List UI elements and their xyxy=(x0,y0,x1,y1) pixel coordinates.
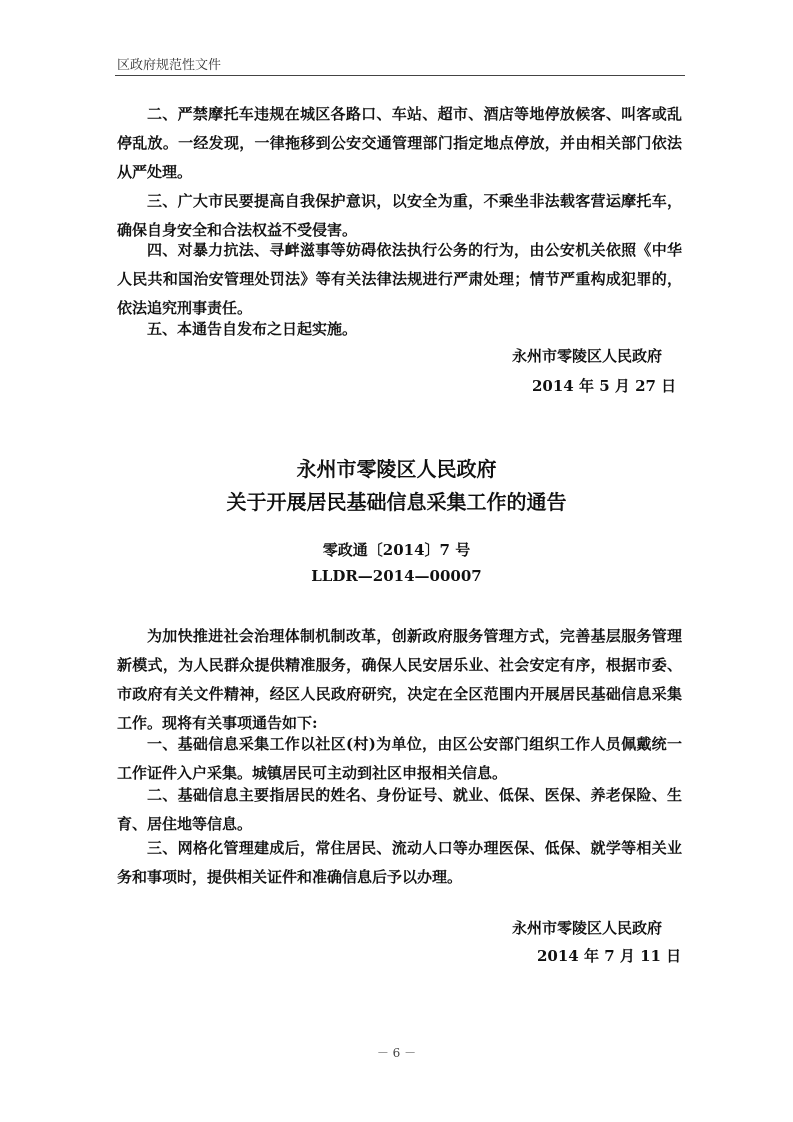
notice-signature: 永州市零陵区人民政府 xyxy=(512,919,663,937)
section1-paragraph-3: 三、广大市民要提高自我保护意识，以安全为重，不乘坐非法载客营运摩托车，确保自身安全和合法权益不受侵害。 xyxy=(117,192,682,239)
page-number: － 6 － xyxy=(376,1046,417,1060)
section1-paragraph-4: 四、对暴力抗法、寻衅滋事等妨碍依法执行公务的行为，由公安机关依照《中华人民共和国治安管理处罚法》等有关法律法规进行严肃处理；情节严重构成犯罪的，依法追究刑事责任。 xyxy=(117,241,682,317)
section1-signature: 永州市零陵区人民政府 xyxy=(512,347,663,365)
page-header xyxy=(115,51,685,76)
section1-date: 2014 年 5 月 27 日 xyxy=(532,377,677,395)
notice-paragraph-intro: 为加快推进社会治理体制机制改革，创新政府服务管理方式，完善基层服务管理新模式，为人民群众提供精准服务，确保人民安居乐业、社会安定有序，根据市委、市政府有关文件精神，经区人民政府研究，决定在全区范围内开展居民基础信息采集工作。现将有关事项通告如下: xyxy=(117,627,682,732)
notice-date: 2014 年 7 月 11 日 xyxy=(537,947,682,965)
notice-doc-number: 零政通〔2014〕7 号 xyxy=(322,541,471,559)
header-title: 区政府规范性文件 xyxy=(117,58,222,73)
notice-title-line2: 关于开展居民基础信息采集工作的通告 xyxy=(226,490,567,514)
notice-paragraph-1: 一、基础信息采集工作以社区(村)为单位，由区公安部门组织工作人员佩戴统一工作证件入户采集。城镇居民可主动到社区申报相关信息。 xyxy=(117,735,682,782)
notice-paragraph-2: 二、基础信息主要指居民的姓名、身份证号、就业、低保、医保、养老保险、生育、居住地等信息。 xyxy=(117,786,682,833)
notice-title-line1: 永州市零陵区人民政府 xyxy=(296,457,497,481)
notice-paragraph-3: 三、网格化管理建成后，常住居民、流动人口等办理医保、低保、就学等相关业务和事项时，提供相关证件和准确信息后予以办理。 xyxy=(117,839,682,886)
notice-doc-code: LLDR—2014—00007 xyxy=(311,567,482,585)
section1-paragraph-2: 二、严禁摩托车违规在城区各路口、车站、超市、酒店等地停放候客、叫客或乱停乱放。一经发现，一律拖移到公安交通管理部门指定地点停放，并由相关部门依法从严处理。 xyxy=(117,105,682,181)
section1-paragraph-5: 五、本通告自发布之日起实施。 xyxy=(147,320,358,338)
